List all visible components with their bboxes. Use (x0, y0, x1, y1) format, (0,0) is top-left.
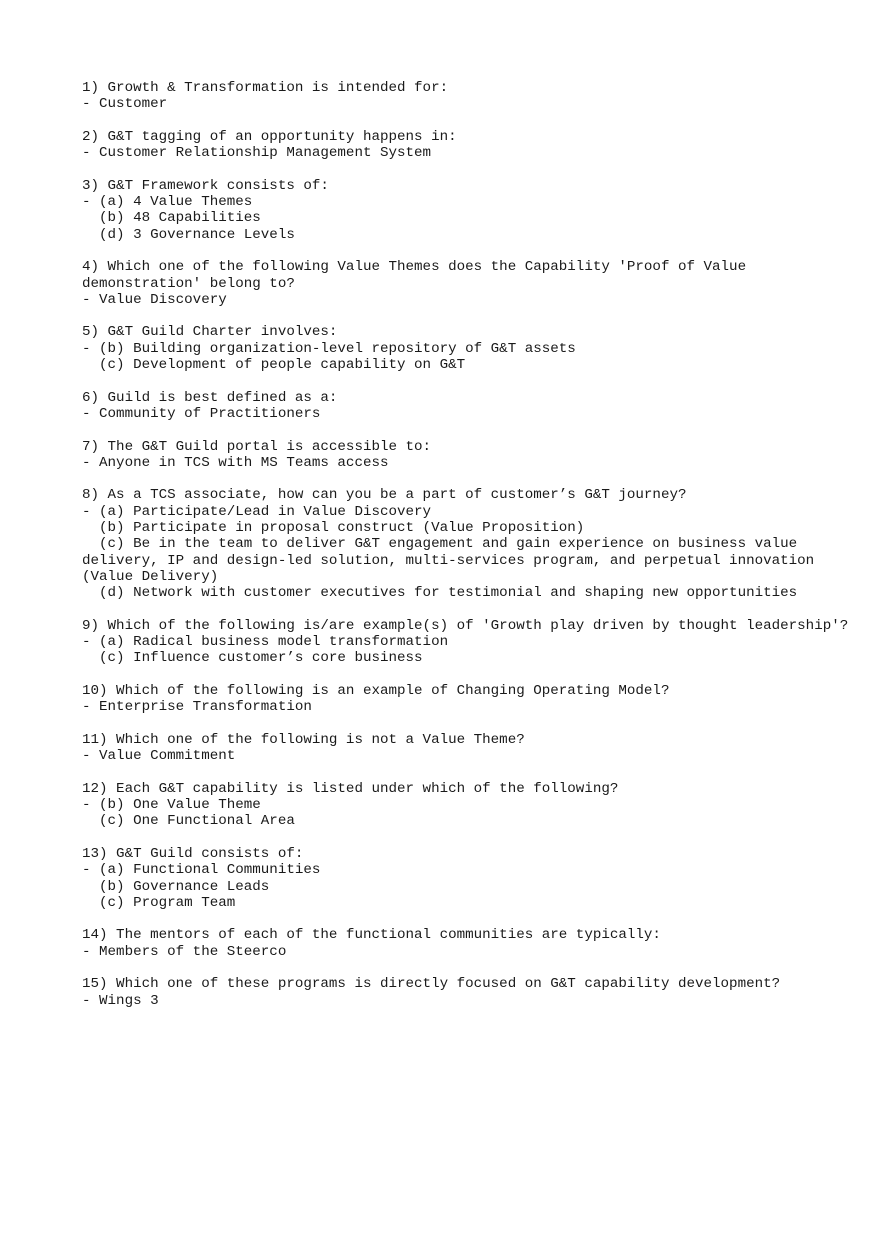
answer-12-a: - (b) One Value Theme (82, 797, 261, 814)
answer-9-a: - (a) Radical business model transformation (82, 634, 449, 651)
question-2: 2) G&T tagging of an opportunity happens in: (82, 128, 457, 145)
answer-8-d: (d) Network with customer executives for testimonial and shaping new opportunities (82, 585, 798, 602)
qa-item-5 (82, 324, 862, 373)
answer-7-a: - Anyone in TCS with MS Teams access (82, 454, 389, 471)
qa-item-7 (82, 439, 862, 472)
question-1: 1) Growth & Transformation is intended for: (82, 80, 449, 96)
answer-8-c: (c) Be in the team to deliver G&T engagement and gain experience on business value delivery, IP and design-led solution, multi-services program, and perpetual innovation (Value Delivery) (82, 536, 823, 585)
qa-item-8 (82, 487, 862, 601)
question-11: 11) Which one of the following is not a Value Theme? (82, 731, 525, 748)
question-8: 8) As a TCS associate, how can you be a part of customer’s G&T journey? (82, 487, 687, 504)
answer-10-a: - Enterprise Transformation (82, 699, 312, 716)
answer-3-b: (b) 48 Capabilities (82, 210, 261, 227)
answer-8-a: - (a) Participate/Lead in Value Discovery (82, 503, 432, 520)
answer-1-a: - Customer (82, 96, 168, 113)
question-6: 6) Guild is best defined as a: (82, 389, 338, 406)
answer-6-a: - Community of Practitioners (82, 405, 321, 422)
question-13: 13) G&T Guild consists of: (82, 845, 304, 862)
answer-11-a: - Value Commitment (82, 748, 236, 765)
question-3: 3) G&T Framework consists of: (82, 177, 329, 194)
answer-13-a: - (a) Functional Communities (82, 862, 321, 879)
question-15: 15) Which one of these programs is directly focused on G&T capability development? (82, 976, 781, 993)
qa-item-12 (82, 781, 862, 830)
answer-12-b: (c) One Functional Area (82, 813, 295, 830)
question-12: 12) Each G&T capability is listed under which of the following? (82, 780, 619, 797)
answer-5-b: (c) Development of people capability on G&T (82, 357, 466, 374)
answer-4-a: - Value Discovery (82, 291, 227, 308)
answer-5-a: - (b) Building organization-level repository of G&T assets (82, 340, 576, 357)
answer-3-c: (d) 3 Governance Levels (82, 226, 295, 243)
answer-8-b: (b) Participate in proposal construct (Value Proposition) (82, 520, 585, 537)
question-4: 4) Which one of the following Value Themes does the Capability 'Proof of Value demonstration' belong to? (82, 259, 755, 292)
qa-item-15 (82, 976, 862, 1009)
qa-item-14 (82, 927, 862, 960)
document-body (82, 80, 862, 1025)
qa-item-6 (82, 390, 862, 423)
answer-13-c: (c) Program Team (82, 894, 236, 911)
qa-item-3 (82, 178, 862, 243)
answer-3-a: - (a) 4 Value Themes (82, 194, 253, 211)
answer-15-a: - Wings 3 (82, 992, 159, 1009)
answer-14-a: - Members of the Steerco (82, 943, 287, 960)
question-9: 9) Which of the following is/are example(s) of 'Growth play driven by thought leadership'? (82, 617, 849, 634)
qa-item-1 (82, 80, 862, 113)
qa-item-4 (82, 259, 862, 308)
question-7: 7) The G&T Guild portal is accessible to: (82, 438, 432, 455)
question-5: 5) G&T Guild Charter involves: (82, 324, 338, 341)
answer-2-a: - Customer Relationship Management System (82, 145, 432, 162)
qa-item-10 (82, 683, 862, 716)
qa-item-11 (82, 732, 862, 765)
qa-item-9 (82, 618, 862, 667)
question-10: 10) Which of the following is an example of Changing Operating Model? (82, 682, 670, 699)
qa-item-2 (82, 129, 862, 162)
answer-13-b: (b) Governance Leads (82, 878, 270, 895)
qa-item-13 (82, 846, 862, 911)
answer-9-b: (c) Influence customer’s core business (82, 650, 423, 667)
question-14: 14) The mentors of each of the functional communities are typically: (82, 927, 661, 944)
